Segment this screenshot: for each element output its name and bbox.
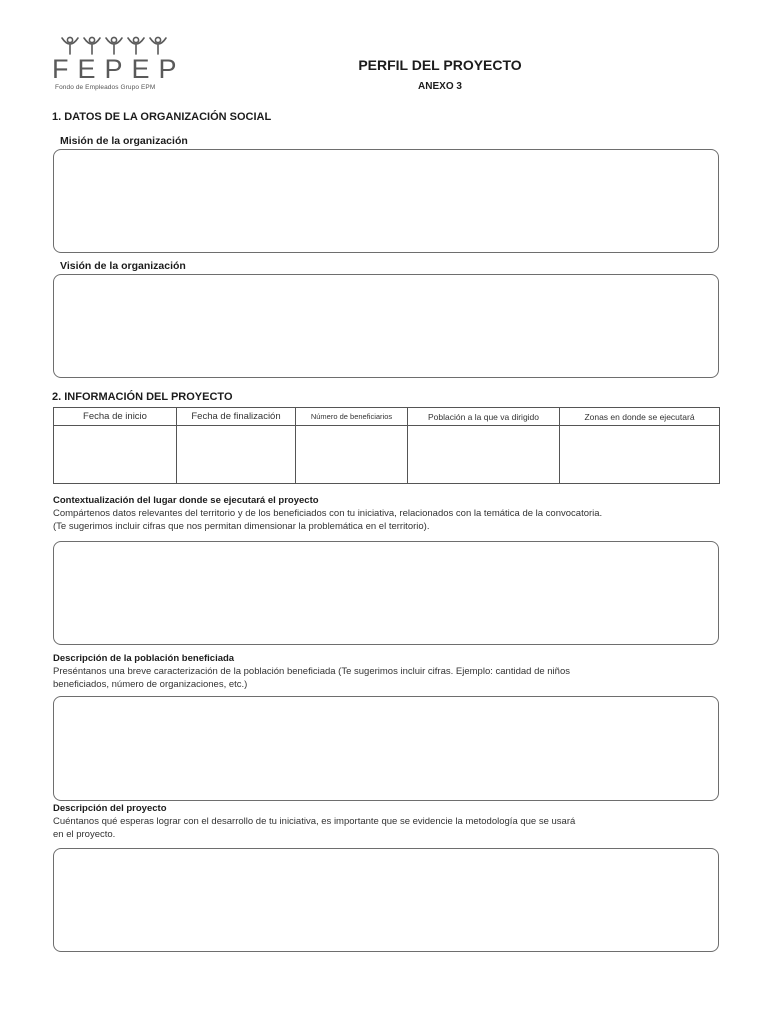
column-header-zones: Zonas en donde se ejecutará — [560, 408, 720, 426]
section-1-heading: 1. DATOS DE LA ORGANIZACIÓN SOCIAL — [52, 111, 272, 123]
column-header-end-date: Fecha de finalización — [177, 408, 296, 426]
project-description-field[interactable] — [53, 848, 719, 952]
end-date-cell[interactable] — [177, 426, 296, 484]
column-header-target-population: Población a la que va dirigido — [408, 408, 560, 426]
column-header-start-date: Fecha de inicio — [54, 408, 177, 426]
table-header-row — [54, 408, 720, 426]
context-description-line2: (Te sugerimos incluir cifras que nos permitan dimensionar la problemática en el territorio). — [53, 521, 430, 532]
context-description-line1: Compártenos datos relevantes del territorio y de los beneficiados con tu iniciativa, relacionados con la temática de la convocatoria. — [53, 508, 603, 519]
section-2-heading: 2. INFORMACIÓN DEL PROYECTO — [52, 391, 233, 403]
project-description-line1: Cuéntanos qué esperas lograr con el desarrollo de tu iniciativa, es importante que se evidencie la metodología que se usará — [53, 816, 576, 827]
mission-field[interactable] — [53, 149, 719, 253]
population-heading: Descripción de la población beneficiada — [53, 653, 235, 664]
project-description-heading: Descripción del proyecto — [53, 803, 167, 814]
mission-label: Misión de la organización — [60, 135, 188, 147]
project-description-line2: en el proyecto. — [53, 829, 116, 840]
project-info-table — [53, 407, 720, 484]
logo-wordmark: FEPEP — [52, 54, 186, 84]
table-row — [54, 426, 720, 484]
population-description-line2: beneficiados, número de organizaciones, etc.) — [53, 679, 248, 690]
page-subtitle: ANEXO 3 — [418, 81, 462, 92]
page-title: PERFIL DEL PROYECTO — [358, 57, 522, 73]
fepep-logo-people-icon — [60, 34, 170, 56]
context-field[interactable] — [53, 541, 719, 645]
population-field[interactable] — [53, 696, 719, 801]
column-header-beneficiaries: Número de beneficiarios — [296, 408, 408, 426]
vision-label: Visión de la organización — [60, 260, 186, 272]
beneficiaries-cell[interactable] — [296, 426, 408, 484]
zones-cell[interactable] — [560, 426, 720, 484]
population-description-line1: Preséntanos una breve caracterización de la población beneficiada (Te sugerimos incluir cifras. Ejemplo: cantidad de niños — [53, 666, 570, 677]
vision-field[interactable] — [53, 274, 719, 378]
start-date-cell[interactable] — [54, 426, 177, 484]
logo-subtitle: Fondo de Empleados Grupo EPM — [55, 84, 156, 91]
target-population-cell[interactable] — [408, 426, 560, 484]
context-heading: Contextualización del lugar donde se ejecutará el proyecto — [53, 495, 319, 506]
